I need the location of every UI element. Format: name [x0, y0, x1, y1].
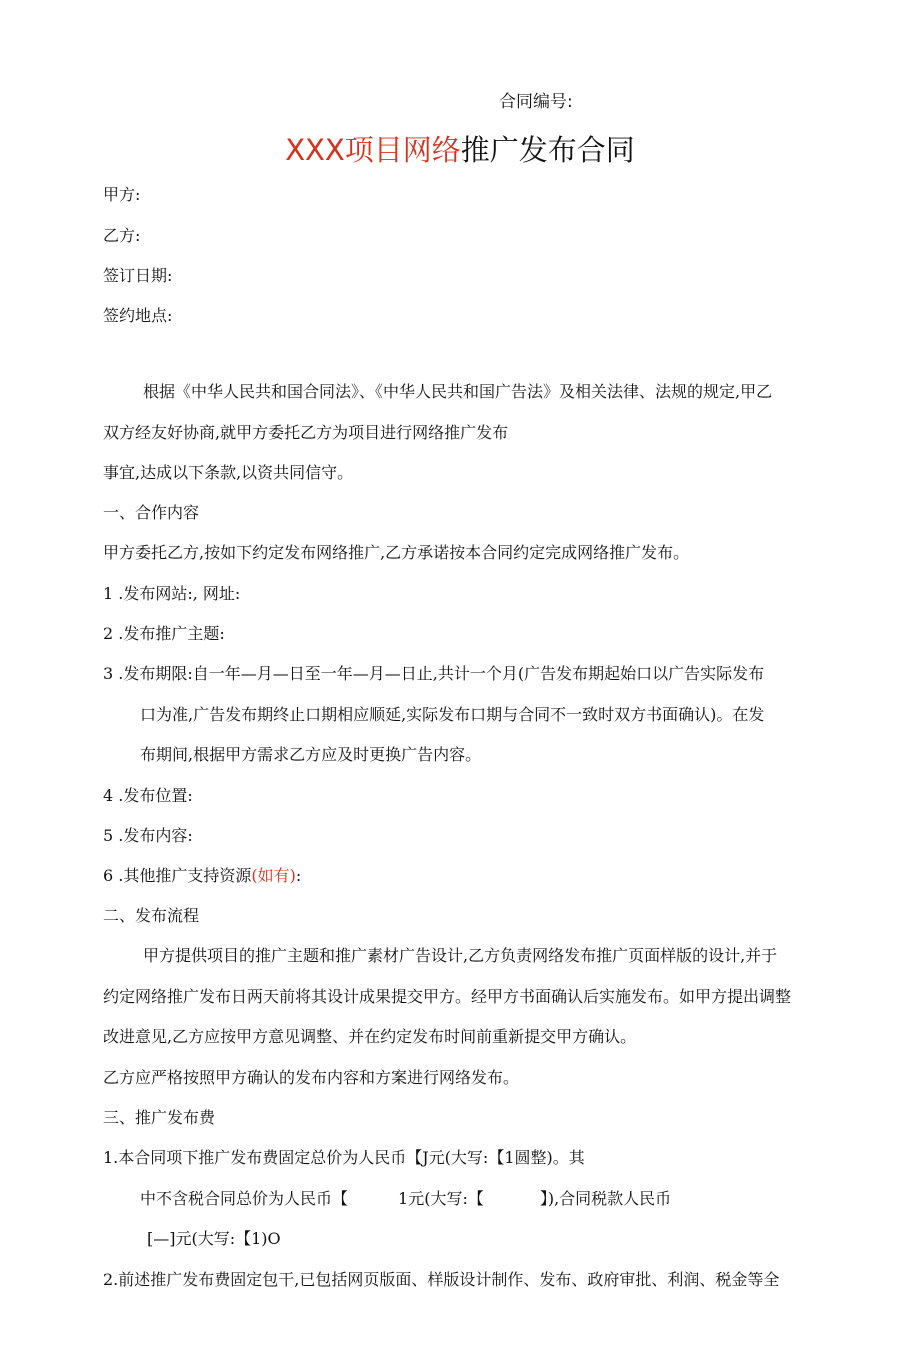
section-3-heading: 三、推广发布费: [103, 1108, 216, 1127]
party-a-label: 甲方:: [103, 185, 141, 204]
section-2-para-1-line-2: 约定网络推广发布日两天前将其设计成果提交甲方。经甲方书面确认后实施发布。如甲方提出调整: [103, 987, 792, 1006]
contract-number-label: 合同编号:: [499, 92, 573, 112]
section-2-para-2: 乙方应严格按照甲方确认的发布内容和方案进行网络发布。: [103, 1068, 520, 1087]
section-1-item-4: 4 .发布位置:: [103, 786, 193, 805]
section-1-item-3-line-2: 口为准,广告发布期终止口期相应顺延,实际发布口期与合同不一致时双方书面确认)。在发: [140, 705, 765, 724]
section-1-intro: 甲方委托乙方,按如下约定发布网络推广,乙方承诺按本合同约定完成网络推广发布。: [103, 543, 690, 562]
item-6-optional-note: (如有): [251, 866, 296, 885]
section-1-item-1: 1 .发布网站:, 网址:: [103, 584, 241, 603]
preamble-line-1: 根据《中华人民共和国合同法》、《中华人民共和国广告法》及相关法律、法规的规定,甲乙: [143, 382, 773, 401]
section-3-item-2-line-1: 2.前述推广发布费固定包干,已包括网页版面、样版设计制作、发布、政府审批、利润、税金等全: [103, 1270, 780, 1289]
section-1-item-5: 5 .发布内容:: [103, 826, 193, 845]
document-title: [0, 132, 920, 168]
tax-amount-label: 】),合同税款人民币: [539, 1189, 672, 1208]
section-1-item-3-line-3: 布期间,根据甲方需求乙方应及时更换广告内容。: [140, 745, 482, 764]
title-red-part: XXX项目网络: [285, 133, 461, 167]
excl-tax-price-label: 中不含税合同总价为人民币【: [140, 1189, 349, 1208]
section-3-item-1-line-1: 1.本合同项下推广发布费固定总价为人民币【J元(大写:【1圆整)。其: [103, 1148, 585, 1167]
section-1-item-2: 2 .发布推广主题:: [103, 624, 225, 643]
section-1-heading: 一、合作内容: [103, 503, 200, 522]
item-6-prefix: 6 .其他推广支持资源: [103, 866, 252, 885]
section-2-para-1-line-1: 甲方提供项目的推广主题和推广素材广告设计,乙方负责网络发布推广页面样版的设计,并于: [143, 946, 778, 965]
section-2-heading: 二、发布流程: [103, 906, 200, 925]
section-3-item-1-line-3: [—]元(大写:【1)O: [147, 1229, 281, 1248]
excl-tax-uppercase-label: 1元(大写:【: [398, 1189, 484, 1208]
preamble-line-3: 事宜,达成以下条款,以资共同信守。: [103, 463, 354, 482]
section-2-para-1-line-3: 改进意见,乙方应按甲方意见调整、并在约定发布时间前重新提交甲方确认。: [103, 1027, 637, 1046]
party-b-label: 乙方:: [103, 226, 141, 245]
preamble-line-2: 双方经友好协商,就甲方委托乙方为项目进行网络推广发布: [103, 423, 509, 442]
sign-place-label: 签约地点:: [103, 306, 173, 325]
sign-date-label: 签订日期:: [103, 266, 173, 285]
section-1-item-3-line-1: 3 .发布期限:自一年—月—日至一年—月—日止,共计一个月(广告发布期起始口以广告实际发布: [103, 664, 765, 683]
title-dark-part: 推广发布合同: [460, 133, 635, 167]
section-3-item-1-line-2: [140, 1189, 671, 1209]
item-6-suffix: :: [295, 866, 302, 885]
section-1-item-6: [103, 866, 301, 886]
